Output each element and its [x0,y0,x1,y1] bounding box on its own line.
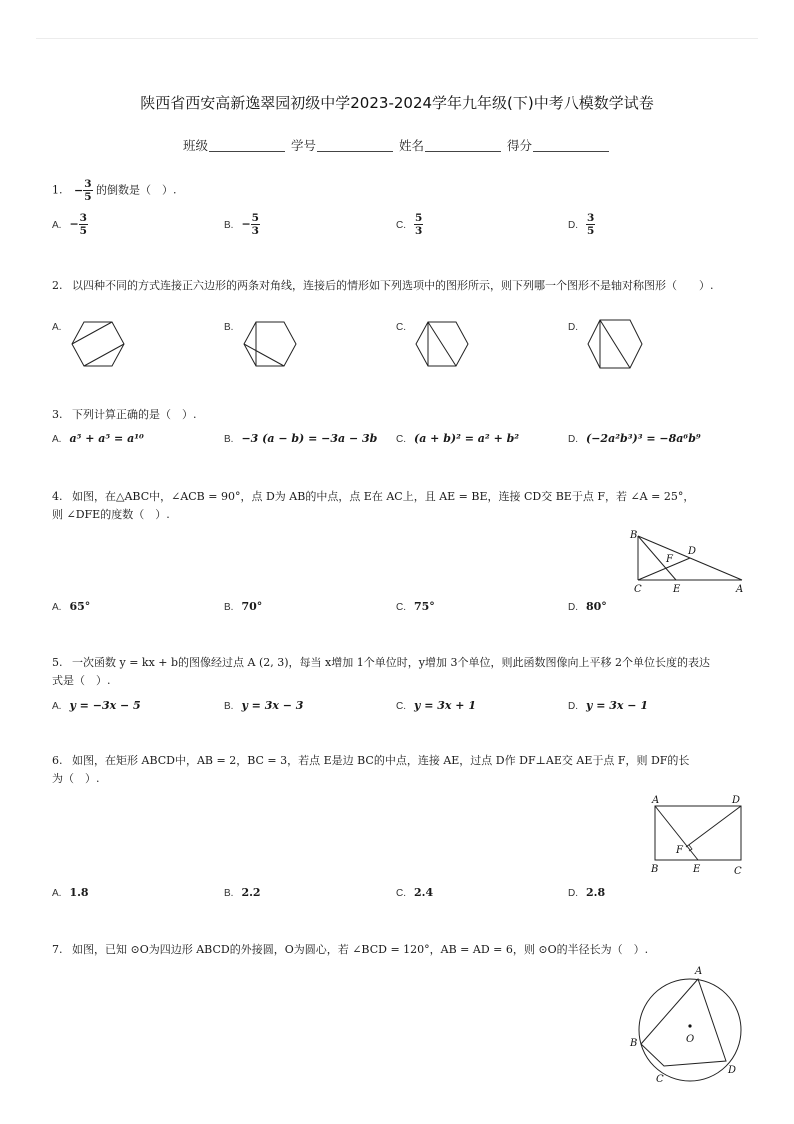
q4-label-d: D [688,546,697,557]
question-3-option-c[interactable]: C. (a + b)² = a² + b² [396,432,520,445]
q4-label-a: A [736,584,744,595]
page-title: 陕西省西安高新逸翠园初级中学2023-2024学年九年级(下)中考八模数学试卷 [140,94,654,112]
question-4 [52,488,742,524]
question-1-stem-fraction: − $\frac{3}{5}$ [74,178,92,203]
question-number: 5. [52,656,63,669]
info-id-label: 学号 [290,138,316,153]
q4-label-b: B [630,530,638,541]
question-6 [52,752,742,788]
question-6-option-d[interactable]: D. 2.8 [568,886,606,899]
info-class-label: 班级 [182,138,208,153]
question-number: 1. [52,183,63,197]
q6-label-a: A [652,795,660,806]
question-4-line-1: 如图，在△ABC中，∠ACB = 90°，点 D为 AB的中点，点 E在 AC上，且 AE = BE，连接 CD交 BE于点 F，若 ∠A = 25°， [72,490,695,503]
question-number: 6. [52,754,63,767]
question-1-option-b[interactable]: B. − $\frac{5}{3}$ [224,212,259,237]
question-number: 7. [52,943,63,956]
info-score-label: 得分 [506,138,532,153]
question-3-option-d[interactable]: D. (−2a²b³)³ = −8a⁶b⁹ [568,432,701,445]
question-5-option-a[interactable]: A. y = −3x − 5 [52,699,141,712]
hexagon-figure-a [70,320,126,370]
question-1-stem-text: 的倒数是（ ）. [96,183,177,197]
q4-label-f: F [666,554,673,565]
question-number: 2. [52,279,63,292]
question-6-option-a[interactable]: A. 1.8 [52,886,89,899]
info-name-label: 姓名 [398,138,424,153]
top-rule [36,38,758,39]
q6-label-f: F [676,845,683,856]
q6-label-d: D [732,795,741,806]
question-3-option-a[interactable]: A. a⁵ + a⁵ = a¹⁰ [52,432,144,445]
question-number: 3. [52,408,63,421]
q6-label-c: C [734,866,742,877]
question-4-option-c[interactable]: C. 75° [396,600,435,613]
student-info-line [0,136,794,154]
question-2-option-b[interactable]: B. [224,320,241,333]
question-7-text: 如图，已知 ⊙O为四边形 ABCD的外接圆，O为圆心，若 ∠BCD = 120°，AB = AD = 6，则 ⊙O的半径长为（ ）. [72,943,649,956]
question-2-option-c[interactable]: C. [396,320,414,333]
question-1 [52,178,742,203]
circle-figure-q7 [626,962,752,1086]
question-2-option-d[interactable]: D. [568,320,586,333]
question-7 [52,941,742,959]
question-1-option-c[interactable]: C. $\frac{5}{3}$ [396,212,423,237]
question-4-option-a[interactable]: A. 65° [52,600,91,613]
hexagon-figure-b [242,320,298,370]
question-3-text: 下列计算正确的是（ ）. [72,408,197,421]
question-5-option-b[interactable]: B. y = 3x − 3 [224,699,304,712]
q4-label-e: E [673,584,681,595]
question-4-option-d[interactable]: D. 80° [568,600,607,613]
question-2-option-a[interactable]: A. [52,320,69,333]
q7-label-o: O [686,1034,695,1045]
question-6-option-b[interactable]: B. 2.2 [224,886,261,899]
question-6-option-c[interactable]: C. 2.4 [396,886,434,899]
q7-label-a: A [695,966,703,977]
q7-label-d: D [728,1065,737,1076]
info-name-blank[interactable] [425,151,501,152]
question-6-line-2: 为（ ）. [52,772,100,785]
question-5 [52,654,742,690]
question-5-line-1: 一次函数 y = kx + b的图像经过点 A (2, 3)，每当 x增加 1个单位时，y增加 3个单位，则此函数图像向上平移 2个单位长度的表达 [72,656,710,669]
question-1-option-d[interactable]: D. $\frac{3}{5}$ [568,212,595,237]
q7-label-c: C [656,1074,664,1085]
q4-label-c: C [634,584,642,595]
question-3-option-b[interactable]: B. −3 (a − b) = −3a − 3b [224,432,378,445]
question-5-line-2: 式是（ ）. [52,674,111,687]
hexagon-figure-c [414,320,470,370]
triangle-figure-q4 [624,528,754,598]
question-4-option-b[interactable]: B. 70° [224,600,263,613]
question-4-line-2: 则 ∠DFE的度数（ ）. [52,508,170,521]
rectangle-figure-q6 [646,792,756,878]
question-6-line-1: 如图，在矩形 ABCD中，AB = 2，BC = 3，若点 E是边 BC的中点，连接 AE，过点 D作 DF⊥AE交 AE于点 F，则 DF的长 [72,754,690,767]
question-2 [52,277,742,295]
hexagon-figure-d [586,318,644,370]
info-score-blank[interactable] [533,151,609,152]
question-1-option-a[interactable]: A. − $\frac{3}{5}$ [52,212,87,237]
question-5-option-d[interactable]: D. y = 3x − 1 [568,699,649,712]
question-3 [52,406,742,424]
question-2-text: 以四种不同的方式连接正六边形的两条对角线，连接后的情形如下列选项中的图形所示，则下列哪一个图形不是轴对称图形（ ）. [72,279,714,292]
question-5-option-c[interactable]: C. y = 3x + 1 [396,699,477,712]
q6-label-b: B [651,864,659,875]
question-number: 4. [52,490,63,503]
q6-label-e: E [693,864,701,875]
q7-label-b: B [630,1038,638,1049]
info-class-blank[interactable] [209,151,285,152]
info-id-blank[interactable] [317,151,393,152]
